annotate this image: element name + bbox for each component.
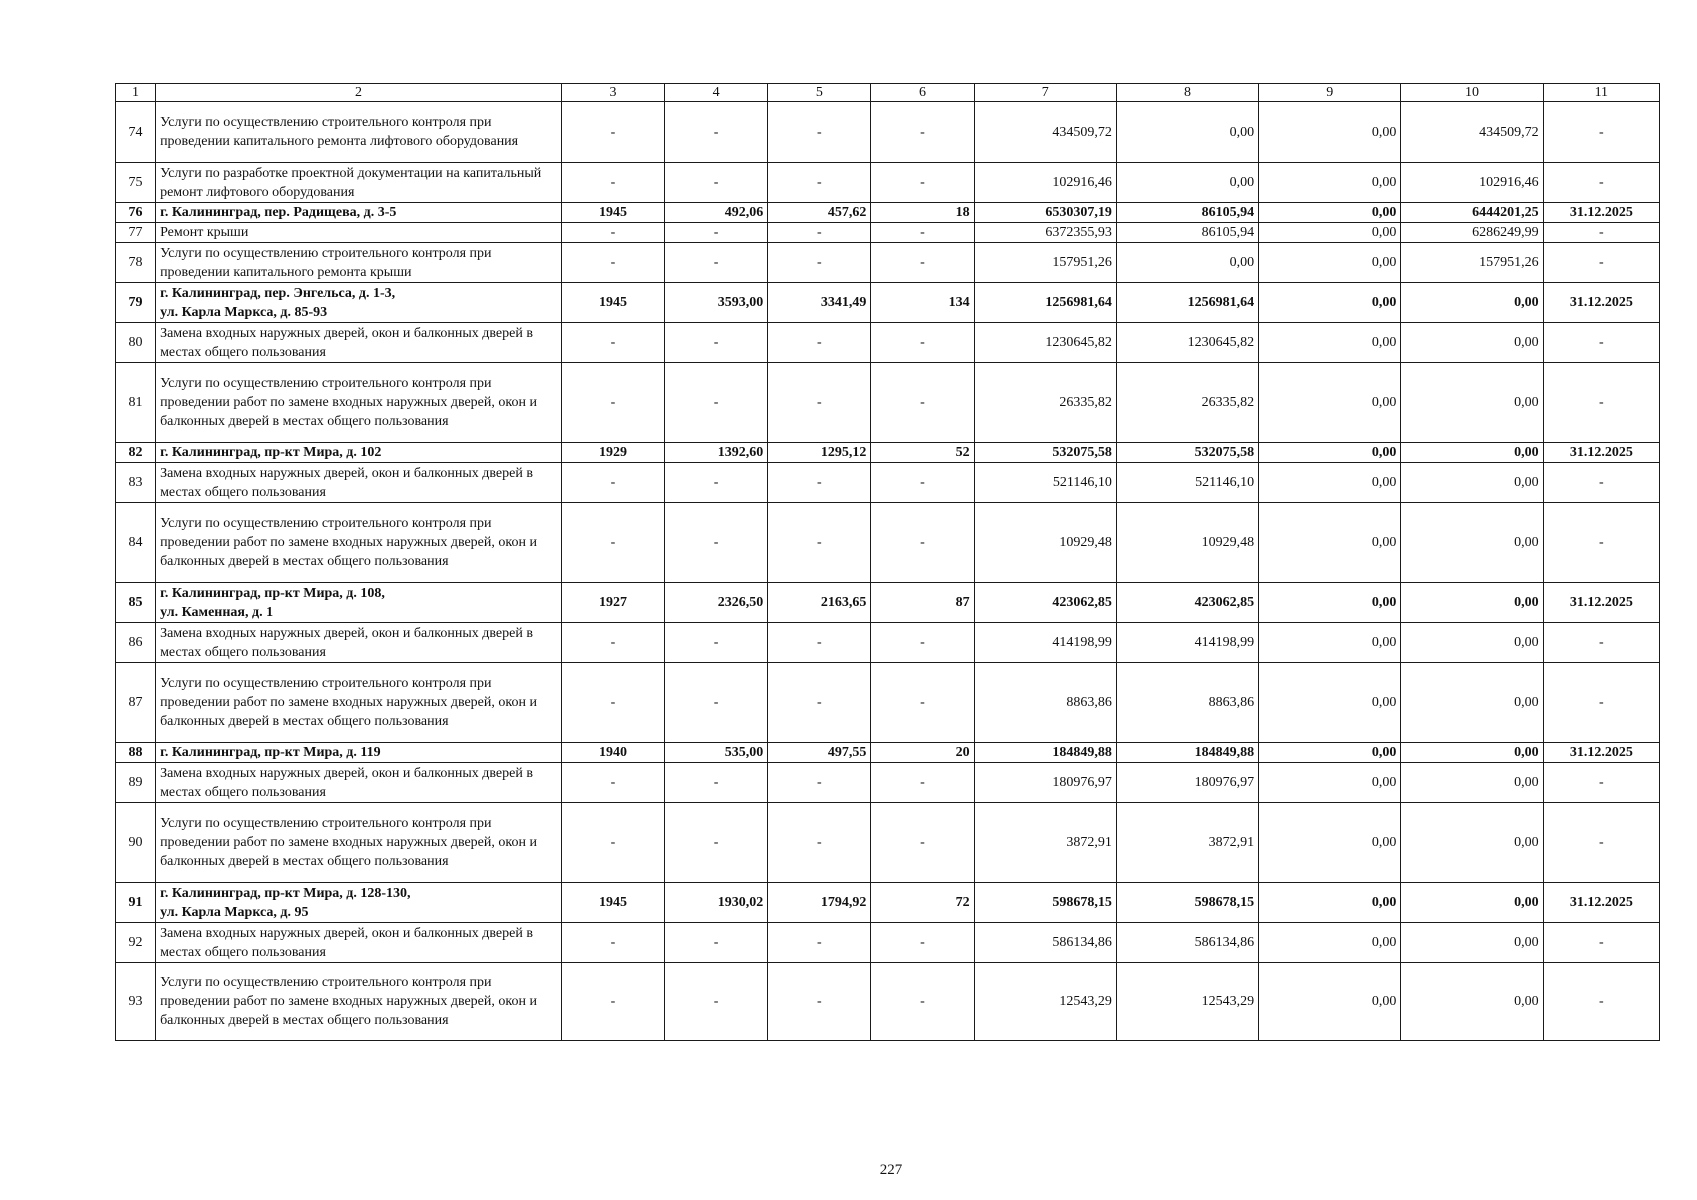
total-area-cell: 1930,02 — [665, 883, 768, 923]
deadline-cell: 31.12.2025 — [1543, 283, 1659, 323]
total-area-cell: - — [665, 763, 768, 803]
living-area-cell: - — [768, 923, 871, 963]
name-cell: Услуги по осуществлению строительного контроля при проведении работ по замене входных наружных дверей, окон и балконных дверей в местах общего пользования — [156, 663, 562, 743]
total-area-cell: - — [665, 503, 768, 583]
row-number-cell: 87 — [116, 663, 156, 743]
cost-source-c-cell: 0,00 — [1401, 803, 1543, 883]
cost-source-c-cell: 0,00 — [1401, 663, 1543, 743]
cost-source-c-cell: 0,00 — [1401, 963, 1543, 1041]
cost-source-c-cell: 0,00 — [1401, 923, 1543, 963]
work-row — [116, 323, 1660, 363]
cost-total-cell: 26335,82 — [974, 363, 1116, 443]
deadline-cell: 31.12.2025 — [1543, 883, 1659, 923]
address-row — [116, 283, 1660, 323]
work-row — [116, 463, 1660, 503]
cost-source-b-cell: 0,00 — [1259, 243, 1401, 283]
name-cell: Услуги по осуществлению строительного контроля при проведении капитального ремонта лифтового оборудования — [156, 102, 562, 163]
deadline-cell: 31.12.2025 — [1543, 443, 1659, 463]
column-header: 10 — [1401, 84, 1543, 102]
residents-cell: 134 — [871, 283, 974, 323]
deadline-cell: - — [1543, 503, 1659, 583]
living-area-cell: 1295,12 — [768, 443, 871, 463]
row-number-cell: 88 — [116, 743, 156, 763]
cost-total-cell: 1256981,64 — [974, 283, 1116, 323]
total-area-cell: - — [665, 463, 768, 503]
total-area-cell: 2326,50 — [665, 583, 768, 623]
total-area-cell: - — [665, 363, 768, 443]
column-header: 6 — [871, 84, 974, 102]
row-number-cell: 75 — [116, 163, 156, 203]
deadline-cell: - — [1543, 323, 1659, 363]
address-row — [116, 583, 1660, 623]
name-cell: Услуги по осуществлению строительного контроля при проведении работ по замене входных наружных дверей, окон и балконных дверей в местах общего пользования — [156, 503, 562, 583]
cost-source-a-cell: 86105,94 — [1116, 223, 1258, 243]
column-header: 4 — [665, 84, 768, 102]
residents-cell: - — [871, 503, 974, 583]
row-number-cell: 92 — [116, 923, 156, 963]
cost-source-b-cell: 0,00 — [1259, 163, 1401, 203]
cost-source-b-cell: 0,00 — [1259, 663, 1401, 743]
deadline-cell: - — [1543, 163, 1659, 203]
year-cell: 1929 — [561, 443, 664, 463]
column-header: 5 — [768, 84, 871, 102]
total-area-cell: 535,00 — [665, 743, 768, 763]
cost-source-c-cell: 157951,26 — [1401, 243, 1543, 283]
work-row — [116, 623, 1660, 663]
row-number-cell: 80 — [116, 323, 156, 363]
deadline-cell: - — [1543, 663, 1659, 743]
address-row — [116, 203, 1660, 223]
residents-cell: - — [871, 463, 974, 503]
deadline-cell: - — [1543, 963, 1659, 1041]
cost-total-cell: 6530307,19 — [974, 203, 1116, 223]
living-area-cell: - — [768, 963, 871, 1041]
living-area-cell: - — [768, 763, 871, 803]
column-header: 1 — [116, 84, 156, 102]
column-header: 11 — [1543, 84, 1659, 102]
residents-cell: - — [871, 323, 974, 363]
total-area-cell: 1392,60 — [665, 443, 768, 463]
living-area-cell: - — [768, 102, 871, 163]
cost-source-a-cell: 0,00 — [1116, 102, 1258, 163]
cost-total-cell: 434509,72 — [974, 102, 1116, 163]
work-row — [116, 663, 1660, 743]
name-cell: Замена входных наружных дверей, окон и балконных дверей в местах общего пользования — [156, 923, 562, 963]
residents-cell: - — [871, 363, 974, 443]
cost-source-a-cell: 532075,58 — [1116, 443, 1258, 463]
total-area-cell: - — [665, 623, 768, 663]
year-cell: 1927 — [561, 583, 664, 623]
row-number-cell: 78 — [116, 243, 156, 283]
year-cell: - — [561, 323, 664, 363]
cost-total-cell: 8863,86 — [974, 663, 1116, 743]
name-cell: Замена входных наружных дверей, окон и балконных дверей в местах общего пользования — [156, 623, 562, 663]
deadline-cell: - — [1543, 102, 1659, 163]
name-cell: г. Калининград, пер. Энгельса, д. 1-3, ул. Карла Маркса, д. 85-93 — [156, 283, 562, 323]
cost-source-b-cell: 0,00 — [1259, 223, 1401, 243]
residents-cell: - — [871, 963, 974, 1041]
year-cell: - — [561, 102, 664, 163]
cost-source-b-cell: 0,00 — [1259, 583, 1401, 623]
row-number-cell: 89 — [116, 763, 156, 803]
row-number-cell: 90 — [116, 803, 156, 883]
name-cell: г. Калининград, пр-кт Мира, д. 108, ул. Каменная, д. 1 — [156, 583, 562, 623]
cost-source-c-cell: 0,00 — [1401, 623, 1543, 663]
deadline-cell: - — [1543, 463, 1659, 503]
cost-source-c-cell: 0,00 — [1401, 503, 1543, 583]
deadline-cell: - — [1543, 763, 1659, 803]
cost-source-c-cell: 102916,46 — [1401, 163, 1543, 203]
cost-total-cell: 3872,91 — [974, 803, 1116, 883]
living-area-cell: 2163,65 — [768, 583, 871, 623]
row-number-cell: 93 — [116, 963, 156, 1041]
total-area-cell: - — [665, 223, 768, 243]
name-cell: г. Калининград, пр-кт Мира, д. 102 — [156, 443, 562, 463]
total-area-cell: - — [665, 803, 768, 883]
cost-source-b-cell: 0,00 — [1259, 463, 1401, 503]
cost-source-b-cell: 0,00 — [1259, 803, 1401, 883]
year-cell: - — [561, 163, 664, 203]
column-header: 8 — [1116, 84, 1258, 102]
work-row — [116, 923, 1660, 963]
cost-source-a-cell: 180976,97 — [1116, 763, 1258, 803]
year-cell: - — [561, 243, 664, 283]
work-row — [116, 803, 1660, 883]
cost-source-b-cell: 0,00 — [1259, 743, 1401, 763]
total-area-cell: - — [665, 163, 768, 203]
total-area-cell: - — [665, 963, 768, 1041]
work-row — [116, 223, 1660, 243]
cost-total-cell: 184849,88 — [974, 743, 1116, 763]
name-cell: Замена входных наружных дверей, окон и балконных дверей в местах общего пользования — [156, 323, 562, 363]
row-number-cell: 77 — [116, 223, 156, 243]
cost-total-cell: 521146,10 — [974, 463, 1116, 503]
total-area-cell: - — [665, 923, 768, 963]
cost-total-cell: 598678,15 — [974, 883, 1116, 923]
year-cell: - — [561, 463, 664, 503]
year-cell: - — [561, 923, 664, 963]
living-area-cell: - — [768, 503, 871, 583]
living-area-cell: - — [768, 323, 871, 363]
cost-total-cell: 532075,58 — [974, 443, 1116, 463]
name-cell: Замена входных наружных дверей, окон и балконных дверей в местах общего пользования — [156, 463, 562, 503]
total-area-cell: 3593,00 — [665, 283, 768, 323]
address-row — [116, 883, 1660, 923]
row-number-cell: 74 — [116, 102, 156, 163]
living-area-cell: - — [768, 243, 871, 283]
name-cell: Замена входных наружных дверей, окон и балконных дверей в местах общего пользования — [156, 763, 562, 803]
deadline-cell: 31.12.2025 — [1543, 583, 1659, 623]
cost-source-b-cell: 0,00 — [1259, 883, 1401, 923]
cost-source-b-cell: 0,00 — [1259, 963, 1401, 1041]
row-number-cell: 82 — [116, 443, 156, 463]
total-area-cell: - — [665, 243, 768, 283]
row-number-cell: 79 — [116, 283, 156, 323]
row-number-cell: 85 — [116, 583, 156, 623]
column-header-row — [116, 84, 1660, 102]
cost-source-b-cell: 0,00 — [1259, 623, 1401, 663]
year-cell: - — [561, 223, 664, 243]
residents-cell: - — [871, 163, 974, 203]
name-cell: Ремонт крыши — [156, 223, 562, 243]
row-number-cell: 84 — [116, 503, 156, 583]
cost-total-cell: 1230645,82 — [974, 323, 1116, 363]
cost-source-a-cell: 0,00 — [1116, 163, 1258, 203]
cost-source-c-cell: 0,00 — [1401, 363, 1543, 443]
cost-source-c-cell: 434509,72 — [1401, 102, 1543, 163]
living-area-cell: - — [768, 363, 871, 443]
cost-source-b-cell: 0,00 — [1259, 203, 1401, 223]
year-cell: - — [561, 503, 664, 583]
cost-source-a-cell: 414198,99 — [1116, 623, 1258, 663]
living-area-cell: - — [768, 163, 871, 203]
year-cell: 1945 — [561, 283, 664, 323]
cost-total-cell: 414198,99 — [974, 623, 1116, 663]
living-area-cell: 1794,92 — [768, 883, 871, 923]
cost-source-a-cell: 423062,85 — [1116, 583, 1258, 623]
cost-source-c-cell: 0,00 — [1401, 763, 1543, 803]
cost-source-a-cell: 3872,91 — [1116, 803, 1258, 883]
cost-source-c-cell: 0,00 — [1401, 883, 1543, 923]
cost-source-b-cell: 0,00 — [1259, 443, 1401, 463]
cost-total-cell: 10929,48 — [974, 503, 1116, 583]
cost-total-cell: 6372355,93 — [974, 223, 1116, 243]
residents-cell: - — [871, 763, 974, 803]
address-row — [116, 743, 1660, 763]
total-area-cell: - — [665, 323, 768, 363]
column-header: 7 — [974, 84, 1116, 102]
address-row — [116, 443, 1660, 463]
total-area-cell: 492,06 — [665, 203, 768, 223]
row-number-cell: 76 — [116, 203, 156, 223]
cost-source-a-cell: 10929,48 — [1116, 503, 1258, 583]
cost-source-c-cell: 0,00 — [1401, 463, 1543, 503]
cost-source-b-cell: 0,00 — [1259, 363, 1401, 443]
cost-source-a-cell: 586134,86 — [1116, 923, 1258, 963]
cost-total-cell: 12543,29 — [974, 963, 1116, 1041]
name-cell: Услуги по осуществлению строительного контроля при проведении работ по замене входных наружных дверей, окон и балконных дверей в местах общего пользования — [156, 363, 562, 443]
residents-cell: - — [871, 803, 974, 883]
cost-source-a-cell: 521146,10 — [1116, 463, 1258, 503]
work-row — [116, 163, 1660, 203]
work-row — [116, 243, 1660, 283]
total-area-cell: - — [665, 663, 768, 743]
name-cell: г. Калининград, пр-кт Мира, д. 128-130, ул. Карла Маркса, д. 95 — [156, 883, 562, 923]
cost-total-cell: 157951,26 — [974, 243, 1116, 283]
deadline-cell: - — [1543, 243, 1659, 283]
deadline-cell: 31.12.2025 — [1543, 743, 1659, 763]
residents-cell: 87 — [871, 583, 974, 623]
name-cell: г. Калининград, пер. Радищева, д. 3-5 — [156, 203, 562, 223]
cost-total-cell: 102916,46 — [974, 163, 1116, 203]
cost-source-a-cell: 1230645,82 — [1116, 323, 1258, 363]
row-number-cell: 86 — [116, 623, 156, 663]
cost-source-b-cell: 0,00 — [1259, 323, 1401, 363]
cost-source-a-cell: 598678,15 — [1116, 883, 1258, 923]
deadline-cell: - — [1543, 803, 1659, 883]
living-area-cell: - — [768, 223, 871, 243]
cost-source-c-cell: 0,00 — [1401, 443, 1543, 463]
living-area-cell: 497,55 — [768, 743, 871, 763]
residents-cell: 20 — [871, 743, 974, 763]
cost-source-c-cell: 0,00 — [1401, 583, 1543, 623]
residents-cell: - — [871, 102, 974, 163]
deadline-cell: - — [1543, 223, 1659, 243]
cost-total-cell: 423062,85 — [974, 583, 1116, 623]
year-cell: 1945 — [561, 203, 664, 223]
residents-cell: - — [871, 663, 974, 743]
cost-source-c-cell: 0,00 — [1401, 283, 1543, 323]
year-cell: - — [561, 963, 664, 1041]
row-number-cell: 83 — [116, 463, 156, 503]
living-area-cell: - — [768, 463, 871, 503]
cost-source-a-cell: 26335,82 — [1116, 363, 1258, 443]
work-row — [116, 763, 1660, 803]
deadline-cell: - — [1543, 923, 1659, 963]
residents-cell: 52 — [871, 443, 974, 463]
cost-source-c-cell: 0,00 — [1401, 323, 1543, 363]
column-header: 2 — [156, 84, 562, 102]
cost-source-c-cell: 0,00 — [1401, 743, 1543, 763]
cost-source-b-cell: 0,00 — [1259, 283, 1401, 323]
cost-total-cell: 180976,97 — [974, 763, 1116, 803]
living-area-cell: - — [768, 663, 871, 743]
year-cell: - — [561, 763, 664, 803]
residents-cell: - — [871, 223, 974, 243]
name-cell: Услуги по осуществлению строительного контроля при проведении работ по замене входных наружных дверей, окон и балконных дверей в местах общего пользования — [156, 963, 562, 1041]
living-area-cell: - — [768, 803, 871, 883]
work-row — [116, 102, 1660, 163]
deadline-cell: - — [1543, 363, 1659, 443]
name-cell: г. Калининград, пр-кт Мира, д. 119 — [156, 743, 562, 763]
cost-source-c-cell: 6286249,99 — [1401, 223, 1543, 243]
row-number-cell: 81 — [116, 363, 156, 443]
cost-source-a-cell: 86105,94 — [1116, 203, 1258, 223]
residents-cell: 18 — [871, 203, 974, 223]
residents-cell: - — [871, 623, 974, 663]
deadline-cell: 31.12.2025 — [1543, 203, 1659, 223]
row-number-cell: 91 — [116, 883, 156, 923]
year-cell: 1940 — [561, 743, 664, 763]
year-cell: 1945 — [561, 883, 664, 923]
cost-source-a-cell: 8863,86 — [1116, 663, 1258, 743]
name-cell: Услуги по осуществлению строительного контроля при проведении работ по замене входных наружных дверей, окон и балконных дверей в местах общего пользования — [156, 803, 562, 883]
year-cell: - — [561, 663, 664, 743]
living-area-cell: 457,62 — [768, 203, 871, 223]
name-cell: Услуги по осуществлению строительного контроля при проведении капитального ремонта крыши — [156, 243, 562, 283]
cost-source-b-cell: 0,00 — [1259, 923, 1401, 963]
table-body — [116, 84, 1660, 1041]
year-cell: - — [561, 623, 664, 663]
residents-cell: 72 — [871, 883, 974, 923]
column-header: 9 — [1259, 84, 1401, 102]
work-row — [116, 963, 1660, 1041]
residents-cell: - — [871, 243, 974, 283]
year-cell: - — [561, 363, 664, 443]
year-cell: - — [561, 803, 664, 883]
residents-cell: - — [871, 923, 974, 963]
cost-source-a-cell: 184849,88 — [1116, 743, 1258, 763]
cost-source-a-cell: 12543,29 — [1116, 963, 1258, 1041]
living-area-cell: - — [768, 623, 871, 663]
cost-source-a-cell: 0,00 — [1116, 243, 1258, 283]
work-row — [116, 503, 1660, 583]
cost-source-b-cell: 0,00 — [1259, 503, 1401, 583]
deadline-cell: - — [1543, 623, 1659, 663]
data-table — [115, 83, 1660, 1041]
cost-source-b-cell: 0,00 — [1259, 102, 1401, 163]
cost-source-c-cell: 6444201,25 — [1401, 203, 1543, 223]
page-number: 227 — [879, 1162, 903, 1178]
name-cell: Услуги по разработке проектной документации на капитальный ремонт лифтового оборудования — [156, 163, 562, 203]
cost-total-cell: 586134,86 — [974, 923, 1116, 963]
column-header: 3 — [561, 84, 664, 102]
living-area-cell: 3341,49 — [768, 283, 871, 323]
cost-source-b-cell: 0,00 — [1259, 763, 1401, 803]
work-row — [116, 363, 1660, 443]
cost-source-a-cell: 1256981,64 — [1116, 283, 1258, 323]
total-area-cell: - — [665, 102, 768, 163]
